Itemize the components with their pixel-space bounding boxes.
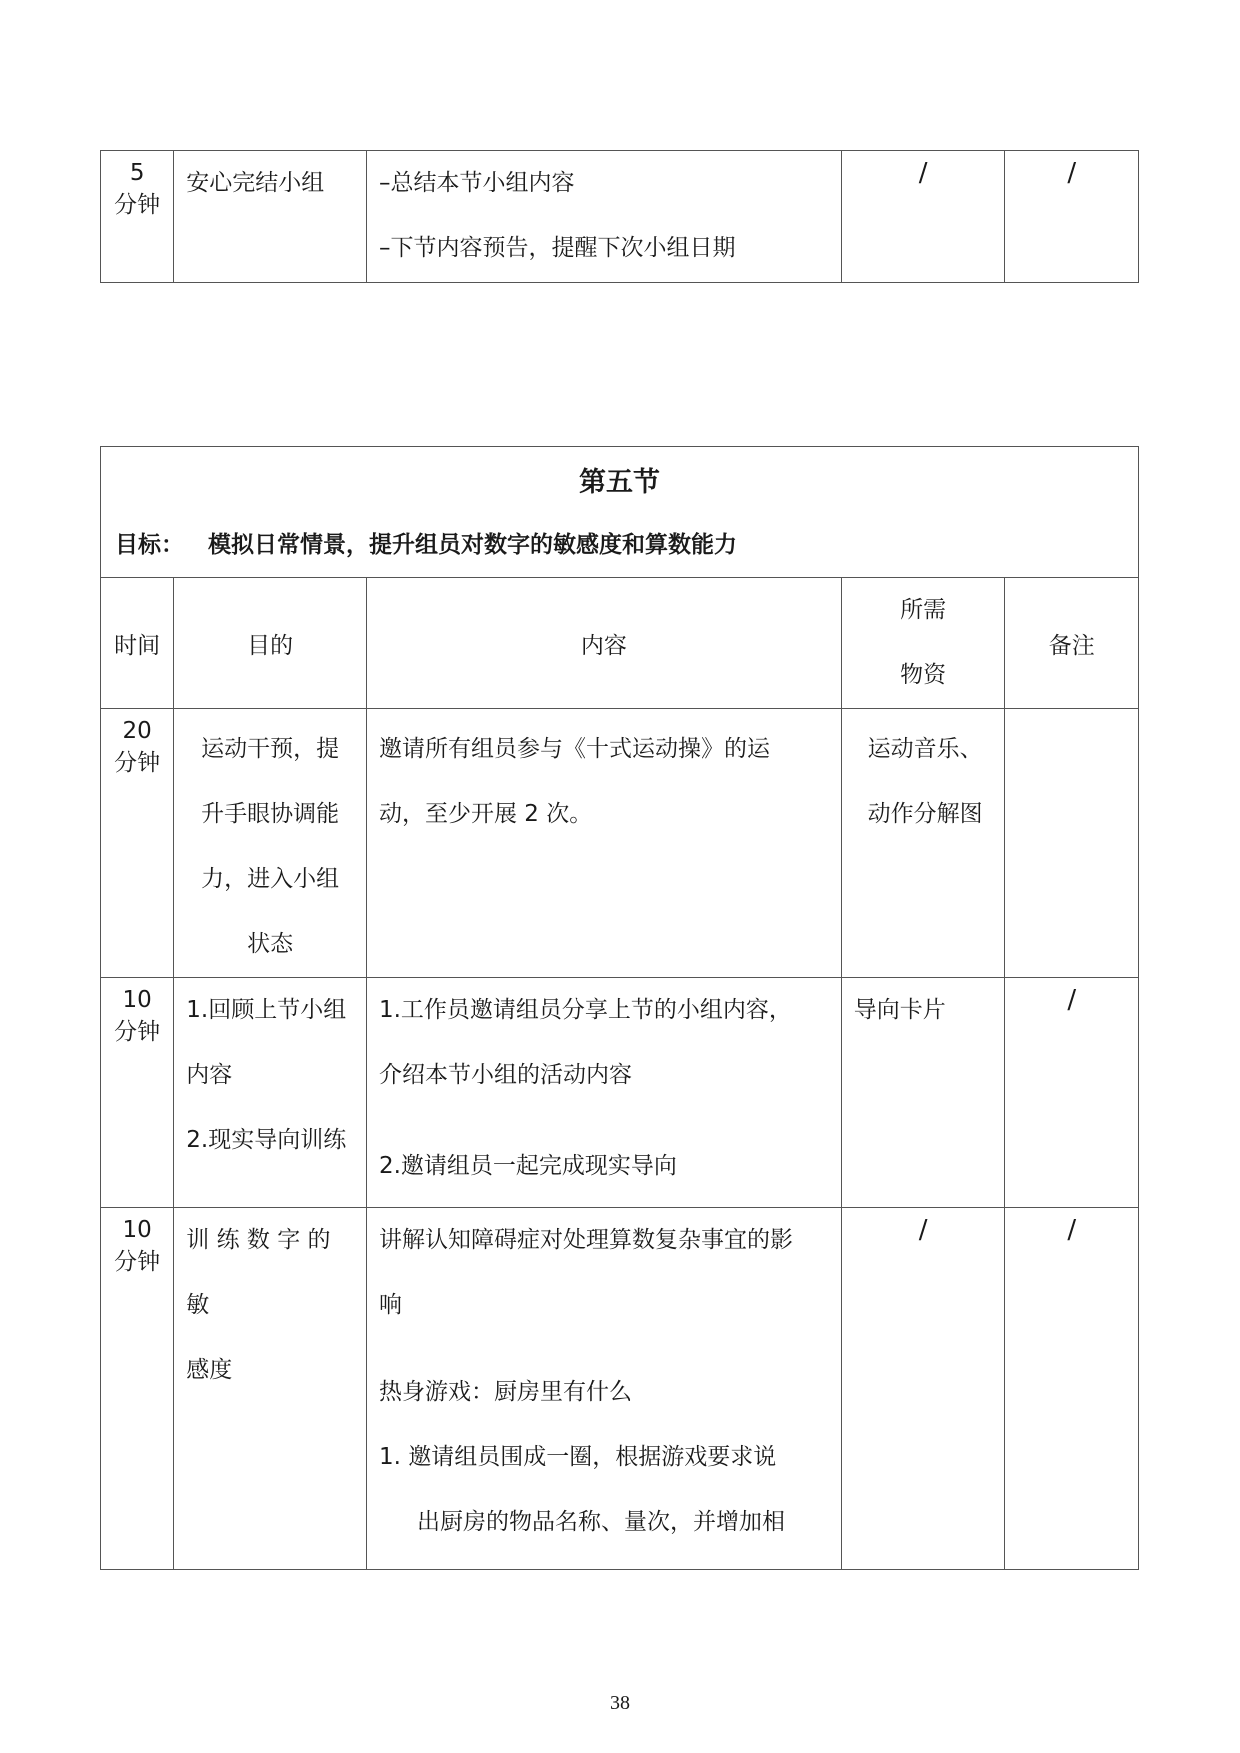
supplies-cell bbox=[841, 709, 1005, 978]
header-content: 内容 bbox=[366, 578, 841, 709]
time-cell bbox=[101, 709, 174, 978]
time-unit: 分钟 bbox=[114, 1249, 161, 1275]
header-supplies-line: 物资 bbox=[900, 662, 947, 688]
content-line: 热身游戏：厨房里有什么 bbox=[378, 1379, 632, 1405]
purpose-cell bbox=[174, 709, 367, 978]
supplies-line: 动作分解图 bbox=[867, 801, 983, 827]
header-notes: 备注 bbox=[1005, 578, 1139, 709]
supplies-cell bbox=[841, 978, 1005, 1208]
purpose-cell bbox=[174, 1208, 367, 1570]
notes-value: / bbox=[1067, 158, 1077, 188]
supplies-cell bbox=[841, 1208, 1005, 1570]
supplies-value: / bbox=[918, 1215, 928, 1245]
header-purpose: 目的 bbox=[174, 578, 367, 709]
supplies-cell bbox=[841, 151, 1005, 283]
purpose-line: 升手眼协调能 bbox=[201, 801, 340, 827]
section-header-row bbox=[101, 447, 1139, 578]
table-row bbox=[101, 1208, 1139, 1570]
content-line: 出厨房的物品名称、量次，并增加相 bbox=[416, 1509, 785, 1535]
column-header-row bbox=[101, 578, 1139, 709]
session-plan-table-continued bbox=[100, 150, 1139, 283]
time-unit: 分钟 bbox=[114, 192, 161, 218]
content-cell bbox=[366, 978, 841, 1208]
notes-cell bbox=[1005, 151, 1139, 283]
notes-cell bbox=[1005, 978, 1139, 1208]
section-title: 第五节 bbox=[579, 467, 660, 498]
time-cell bbox=[101, 1208, 174, 1570]
notes-cell bbox=[1005, 1208, 1139, 1570]
purpose-line: 2.现实导向训练 bbox=[186, 1127, 347, 1153]
content-line: 2.邀请组员一起完成现实导向 bbox=[378, 1153, 677, 1179]
time-value: 20 bbox=[122, 718, 152, 744]
content-cell bbox=[366, 709, 841, 978]
header-supplies-line: 所需 bbox=[900, 597, 947, 623]
goal-label: 目标： bbox=[115, 532, 184, 558]
table-row bbox=[101, 709, 1139, 978]
purpose-line: 训 练 数 字 的 敏 bbox=[186, 1227, 331, 1318]
goal-text: 模拟日常情景，提升组员对数字的敏感度和算数能力 bbox=[208, 532, 737, 558]
purpose-text: 安心完结小组 bbox=[186, 170, 325, 196]
time-value: 5 bbox=[129, 160, 145, 186]
section-goal bbox=[101, 501, 1138, 563]
header-supplies bbox=[841, 578, 1005, 709]
time-value: 10 bbox=[122, 987, 152, 1013]
content-cell bbox=[367, 151, 842, 283]
content-line: 响 bbox=[378, 1292, 402, 1318]
content-line: 1. 邀请组员围成一圈，根据游戏要求说 bbox=[378, 1444, 777, 1470]
supplies-value: / bbox=[918, 158, 928, 188]
content-line: 介绍本节小组的活动内容 bbox=[378, 1062, 632, 1088]
purpose-line: 运动干预，提 bbox=[201, 736, 340, 762]
content-line: 1.工作员邀请组员分享上节的小组内容， bbox=[378, 997, 792, 1023]
supplies-value: 导向卡片 bbox=[853, 997, 946, 1023]
content-line: –总结本节小组内容 bbox=[379, 170, 575, 196]
notes-cell bbox=[1005, 709, 1139, 978]
time-cell bbox=[101, 978, 174, 1208]
purpose-line: 感度 bbox=[186, 1357, 233, 1383]
content-line: 动，至少开展 2 次。 bbox=[378, 801, 593, 827]
content-line: 讲解认知障碍症对处理算数复杂事宜的影 bbox=[378, 1227, 793, 1253]
table-row bbox=[101, 978, 1139, 1208]
purpose-line: 力，进入小组 bbox=[201, 866, 340, 892]
purpose-cell bbox=[174, 978, 367, 1208]
time-cell bbox=[101, 151, 174, 283]
notes-value: / bbox=[1067, 1215, 1077, 1245]
content-cell bbox=[366, 1208, 841, 1570]
supplies-line: 运动音乐、 bbox=[867, 736, 983, 762]
section-header-cell bbox=[101, 447, 1139, 578]
notes-value: / bbox=[1067, 985, 1077, 1015]
purpose-line: 1.回顾上节小组 bbox=[186, 997, 347, 1023]
section-five-table bbox=[100, 446, 1139, 1570]
header-time: 时间 bbox=[101, 578, 174, 709]
purpose-cell bbox=[174, 151, 367, 283]
page-number: 38 bbox=[610, 1692, 630, 1714]
purpose-line: 状态 bbox=[247, 931, 294, 957]
table-row bbox=[101, 151, 1139, 283]
time-value: 10 bbox=[122, 1217, 152, 1243]
content-line: –下节内容预告，提醒下次小组日期 bbox=[379, 235, 736, 261]
content-line: 邀请所有组员参与《十式运动操》的运 bbox=[378, 736, 770, 762]
time-unit: 分钟 bbox=[114, 1019, 161, 1045]
purpose-line: 内容 bbox=[186, 1062, 233, 1088]
time-unit: 分钟 bbox=[114, 750, 161, 776]
